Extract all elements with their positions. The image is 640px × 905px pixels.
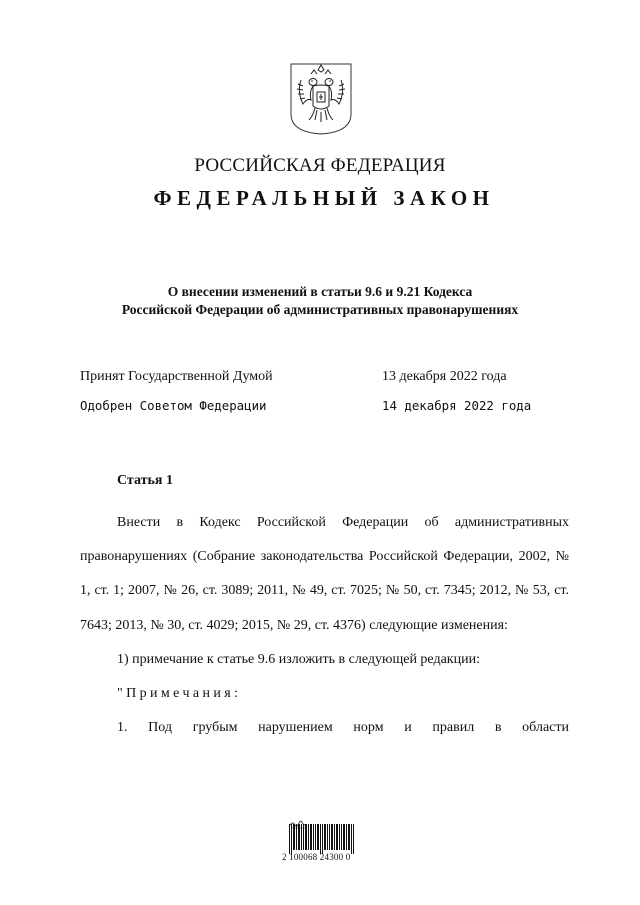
article-heading: Статья 1 [117,473,173,488]
barcode [289,824,355,854]
country-name: РОССИЙСКАЯ ФЕДЕРАЦИЯ [194,155,446,176]
article-item: 1) примечание к статье 9.6 изложить в следующей редакции: [117,651,480,667]
notes-heading: "Примечания: [117,686,242,702]
duma-date: 13 декабря 2022 года [382,369,507,384]
coat-of-arms-icon [289,62,353,136]
article-body [80,506,569,745]
law-title-line: О внесении изменений в статьи 9.6 и 9.21 Кодекса [167,284,473,299]
law-type: ФЕДЕРАЛЬНЫЙ ЗАКОН [153,186,495,210]
council-date: 14 декабря 2022 года [382,398,532,413]
barcode-number: 2 100068 24300 0 [282,852,351,862]
duma-label: Принят Государственной Думой [80,369,273,384]
note-item: 1. Под грубым нарушением норм и правил в области [117,720,569,736]
council-label: Одобрен Советом Федерации [80,398,267,413]
article-paragraph: Внести в Кодекс Российской Федерации об административных правонарушениях (Собрание законодательства Российской Федерации, 2002, № 1, ст. 1; 2007, № 26, ст. 3089; 2011, № 49, ст. 7025; № 50, ст. 7345; 2012, № 53, ст. 7643; 2013, № 30, ст. 4029; 2015, № 29, ст. 4376) следующие изменения: [80,515,569,633]
law-title-line: Российской Федерации об административных правонарушениях [121,302,519,317]
law-title [60,283,580,319]
